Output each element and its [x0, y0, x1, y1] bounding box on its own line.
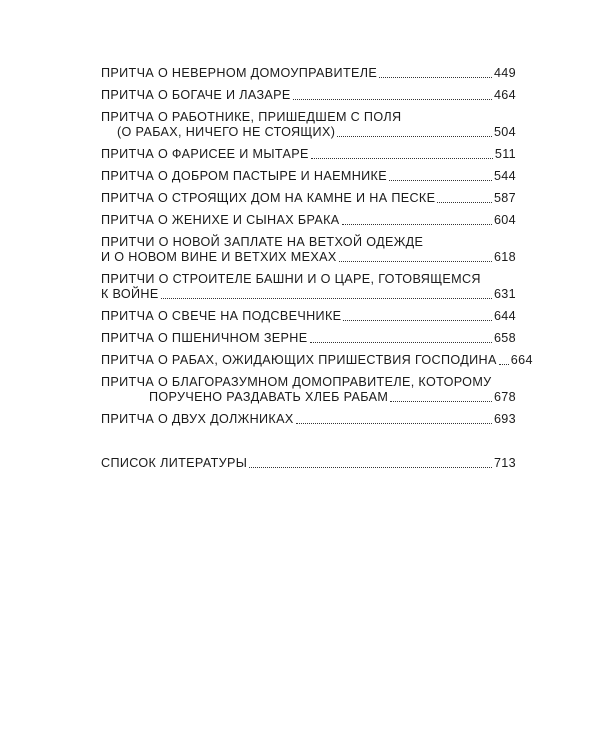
toc-entry	[101, 412, 516, 427]
toc-page-number: 464	[493, 88, 516, 102]
toc-entry-last-line	[101, 191, 516, 206]
toc-entry-title	[101, 147, 516, 162]
toc-entry-last-line	[101, 147, 516, 162]
toc-entry-title	[101, 169, 516, 184]
dot-leader	[161, 297, 492, 299]
toc-page-number: 544	[493, 169, 516, 183]
toc-entry	[101, 375, 516, 405]
toc-entry	[101, 88, 516, 103]
toc-entry-title	[101, 235, 516, 265]
toc-entry-title-line: ПРИТЧА О БЛАГОРАЗУМНОМ ДОМОПРАВИТЕЛЕ, КОТОРОМУ	[101, 375, 492, 389]
toc-entry	[101, 110, 516, 140]
dot-leader	[311, 157, 493, 159]
toc-entry	[101, 331, 516, 346]
dot-leader	[339, 260, 492, 262]
toc-page-number: 644	[493, 309, 516, 323]
toc-entry-title-line: ПРИТЧА О ДОБРОМ ПАСТЫРЕ И НАЕМНИКЕ	[101, 169, 387, 183]
dot-leader	[342, 223, 492, 225]
dot-leader	[296, 422, 492, 424]
toc-entry-title-line: И О НОВОМ ВИНЕ И ВЕТХИХ МЕХАХ	[101, 250, 337, 264]
toc-entry-title-line: ПРИТЧА О ПШЕНИЧНОМ ЗЕРНЕ	[101, 331, 308, 345]
toc-page-number: 631	[493, 287, 516, 301]
toc-entry-title-line: ПРИТЧА О СВЕЧЕ НА ПОДСВЕЧНИКЕ	[101, 309, 342, 323]
toc-page-number: 449	[493, 66, 516, 80]
dot-leader	[293, 98, 492, 100]
toc-entry-title-line: ПРИТЧА О ДВУХ ДОЛЖНИКАХ	[101, 412, 294, 426]
dot-leader	[437, 201, 492, 203]
toc-page-number: 693	[493, 412, 516, 426]
toc-entry-title-line: ПРИТЧИ О НОВОЙ ЗАПЛАТЕ НА ВЕТХОЙ ОДЕЖДЕ	[101, 235, 424, 249]
toc-entry	[101, 353, 533, 368]
toc-entry	[101, 272, 516, 302]
toc-entry-last-line	[101, 213, 516, 228]
dot-leader	[389, 179, 492, 181]
toc-entry-title-line: ПРИТЧА О СТРОЯЩИХ ДОМ НА КАМНЕ И НА ПЕСКЕ	[101, 191, 436, 205]
toc-entry-last-line	[101, 331, 516, 346]
toc-page-number: 511	[494, 147, 516, 161]
toc-entry-title	[101, 110, 516, 140]
toc-page-number: 678	[493, 390, 516, 404]
toc-page-number: 504	[493, 125, 516, 139]
toc-entry-last-line	[101, 66, 516, 81]
toc-entry-title	[101, 331, 516, 346]
toc-entry-title-line: (О РАБАХ, НИЧЕГО НЕ СТОЯЩИХ)	[117, 125, 336, 139]
toc-entry-last-line	[101, 309, 516, 324]
toc-entry-title	[101, 213, 516, 228]
toc-entry	[101, 235, 516, 265]
dot-leader	[310, 341, 492, 343]
toc-entry-title	[101, 272, 516, 302]
toc-entry-title-line: ПРИТЧА О РАБОТНИКЕ, ПРИШЕДШЕМ С ПОЛЯ	[101, 110, 402, 124]
toc-entry	[101, 191, 516, 206]
toc-page-number: 618	[493, 250, 516, 264]
toc-entry-title	[101, 353, 533, 368]
toc-entry-title	[101, 88, 516, 103]
toc-entry-title	[101, 191, 516, 206]
dot-leader	[337, 135, 492, 137]
toc-entry-last-line	[101, 287, 516, 302]
toc-page-number: 604	[493, 213, 516, 227]
toc-entry-last-line	[101, 353, 533, 368]
toc-entry-title-line: ПРИТЧИ О СТРОИТЕЛЕ БАШНИ И О ЦАРЕ, ГОТОВЯЩЕМСЯ	[101, 272, 481, 286]
toc-entry-title-line: ПРИТЧА О БОГАЧЕ И ЛАЗАРЕ	[101, 88, 291, 102]
table-of-contents	[101, 66, 533, 478]
dot-leader	[343, 319, 492, 321]
dot-leader	[379, 76, 492, 78]
toc-entry-last-line	[101, 169, 516, 184]
toc-entry-last-line	[101, 390, 516, 405]
toc-entry-last-line	[101, 88, 516, 103]
dot-leader	[499, 363, 509, 365]
toc-entry-bibliography	[101, 456, 516, 471]
toc-entry-title-line: ПРИТЧА О НЕВЕРНОМ ДОМОУПРАВИТЕЛЕ	[101, 66, 378, 80]
toc-page-number: 664	[510, 353, 533, 367]
toc-page-number: 587	[493, 191, 516, 205]
toc-entry-title	[101, 375, 516, 405]
toc-entry-last-line	[101, 125, 516, 140]
toc-entry	[101, 169, 516, 184]
toc-page-number: 713	[493, 456, 516, 470]
toc-entry-title	[101, 309, 516, 324]
dot-leader	[390, 400, 492, 402]
toc-entry-title-line: ПРИТЧА О ФАРИСЕЕ И МЫТАРЕ	[101, 147, 309, 161]
toc-entry	[101, 213, 516, 228]
toc-entry-title	[101, 456, 516, 471]
dot-leader	[249, 466, 492, 468]
toc-page-number: 658	[493, 331, 516, 345]
toc-entry-last-line	[101, 456, 516, 471]
toc-entry-title-line: ПРИТЧА О ЖЕНИХЕ И СЫНАХ БРАКА	[101, 213, 340, 227]
section-gap	[101, 434, 516, 456]
toc-entry-title	[101, 66, 516, 81]
toc-entry-title-line: К ВОЙНЕ	[101, 287, 159, 301]
toc-entry-last-line	[101, 250, 516, 265]
toc-entry	[101, 66, 516, 81]
toc-entry-title-line: СПИСОК ЛИТЕРАТУРЫ	[101, 456, 248, 470]
toc-entry-title-line: ПРИТЧА О РАБАХ, ОЖИДАЮЩИХ ПРИШЕСТВИЯ ГОСПОДИНА	[101, 353, 497, 367]
toc-entry	[101, 147, 516, 162]
toc-entry	[101, 309, 516, 324]
toc-entry-last-line	[101, 412, 516, 427]
toc-entry-title	[101, 412, 516, 427]
toc-entry-title-line: ПОРУЧЕНО РАЗДАВАТЬ ХЛЕБ РАБАМ	[149, 390, 389, 404]
